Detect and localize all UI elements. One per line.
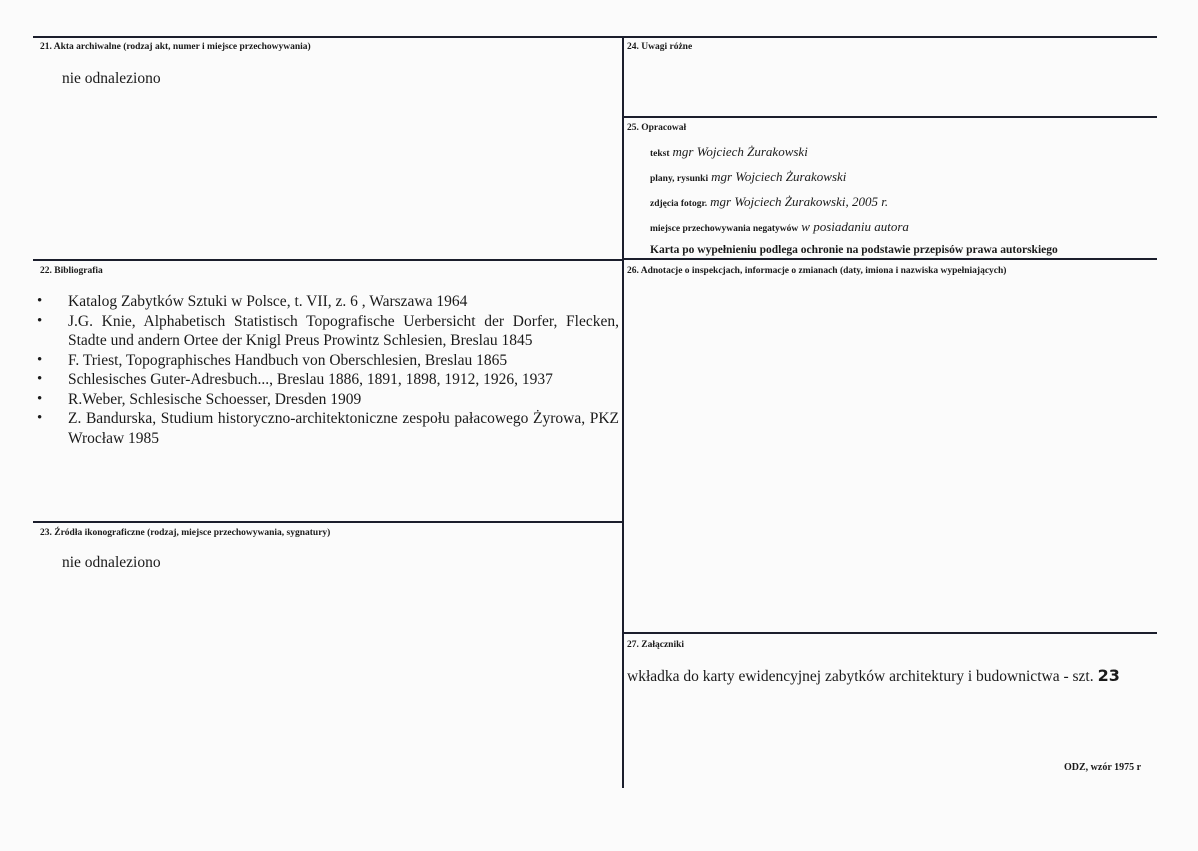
section-23-value: nie odnaleziono xyxy=(62,554,161,571)
section-27-title: 27. Załączniki xyxy=(627,640,685,650)
author-photos-value: mgr Wojciech Żurakowski, 2005 r. xyxy=(710,194,889,209)
section-26-title: 26. Adnotacje o inspekcjach, informacje o zmianach (daty, imiona i nazwiska wypełniających) xyxy=(627,266,1007,276)
author-photos-label: zdjęcia fotogr. xyxy=(650,199,708,209)
list-item: • F. Triest, Topographisches Handbuch von Oberschlesien, Breslau 1865 xyxy=(37,351,619,371)
list-item: • Katalog Zabytków Sztuki w Polsce, t. VII, z. 6 , Warszawa 1964 xyxy=(37,292,619,312)
section-22-title: 22. Bibliografia xyxy=(40,266,103,276)
section-25-title: 25. Opracował xyxy=(627,123,687,133)
attachments-value: wkładka do karty ewidencyjnej zabytków architektury i budownictwa - szt. xyxy=(627,668,1094,685)
negatives-location-value: w posiadaniu autora xyxy=(801,219,909,234)
form-footer: ODZ, wzór 1975 r xyxy=(1064,762,1142,773)
negatives-location-label: miejsce przechowywania negatywów xyxy=(650,224,799,234)
right-rule-26 xyxy=(622,258,1157,260)
left-rule-23 xyxy=(33,521,623,523)
section-23-title: 23. Źródła ikonograficzne (rodzaj, miejsce przechowywania, sygnatury) xyxy=(40,528,331,538)
author-text-value: mgr Wojciech Żurakowski xyxy=(672,144,808,159)
list-item: • Schlesisches Guter-Adresbuch..., Breslau 1886, 1891, 1898, 1912, 1926, 1937 xyxy=(37,370,619,390)
section-21-value: nie odnaleziono xyxy=(62,70,161,87)
right-rule-27 xyxy=(622,632,1157,634)
author-photos-row xyxy=(650,195,888,211)
copyright-notice: Karta po wypełnieniu podlega ochronie na podstawie przepisów prawa autorskiego xyxy=(650,244,1058,256)
right-rule-25 xyxy=(622,116,1157,118)
left-rule-22 xyxy=(33,259,623,261)
attachments-count: 23 xyxy=(1097,666,1120,685)
author-plans-value: mgr Wojciech Żurakowski xyxy=(711,169,847,184)
negatives-location-row xyxy=(650,220,909,236)
bibliography-list xyxy=(37,292,619,448)
section-24-title: 24. Uwagi różne xyxy=(627,42,693,52)
top-rule xyxy=(33,36,1157,38)
column-divider xyxy=(622,36,624,788)
author-text-label: tekst xyxy=(650,149,670,159)
list-item: • J.G. Knie, Alphabetisch Statistisch Topografische Uerbersicht der Dorfer, Flecken, Stadte und andern Ortee der Knigl Preus Prowintz Schlesien, Breslau 1845 xyxy=(37,312,619,351)
attachments-row xyxy=(627,666,1120,686)
list-item: • R.Weber, Schlesische Schoesser, Dresden 1909 xyxy=(37,390,619,410)
list-item: • Z. Bandurska, Studium historyczno-architektoniczne zespołu pałacowego Żyrowa, PKZ Wrocław 1985 xyxy=(37,409,619,448)
author-plans-row xyxy=(650,170,846,186)
section-21-title: 21. Akta archiwalne (rodzaj akt, numer i miejsce przechowywania) xyxy=(40,42,311,52)
author-plans-label: plany, rysunki xyxy=(650,174,709,184)
author-text-row xyxy=(650,145,808,161)
